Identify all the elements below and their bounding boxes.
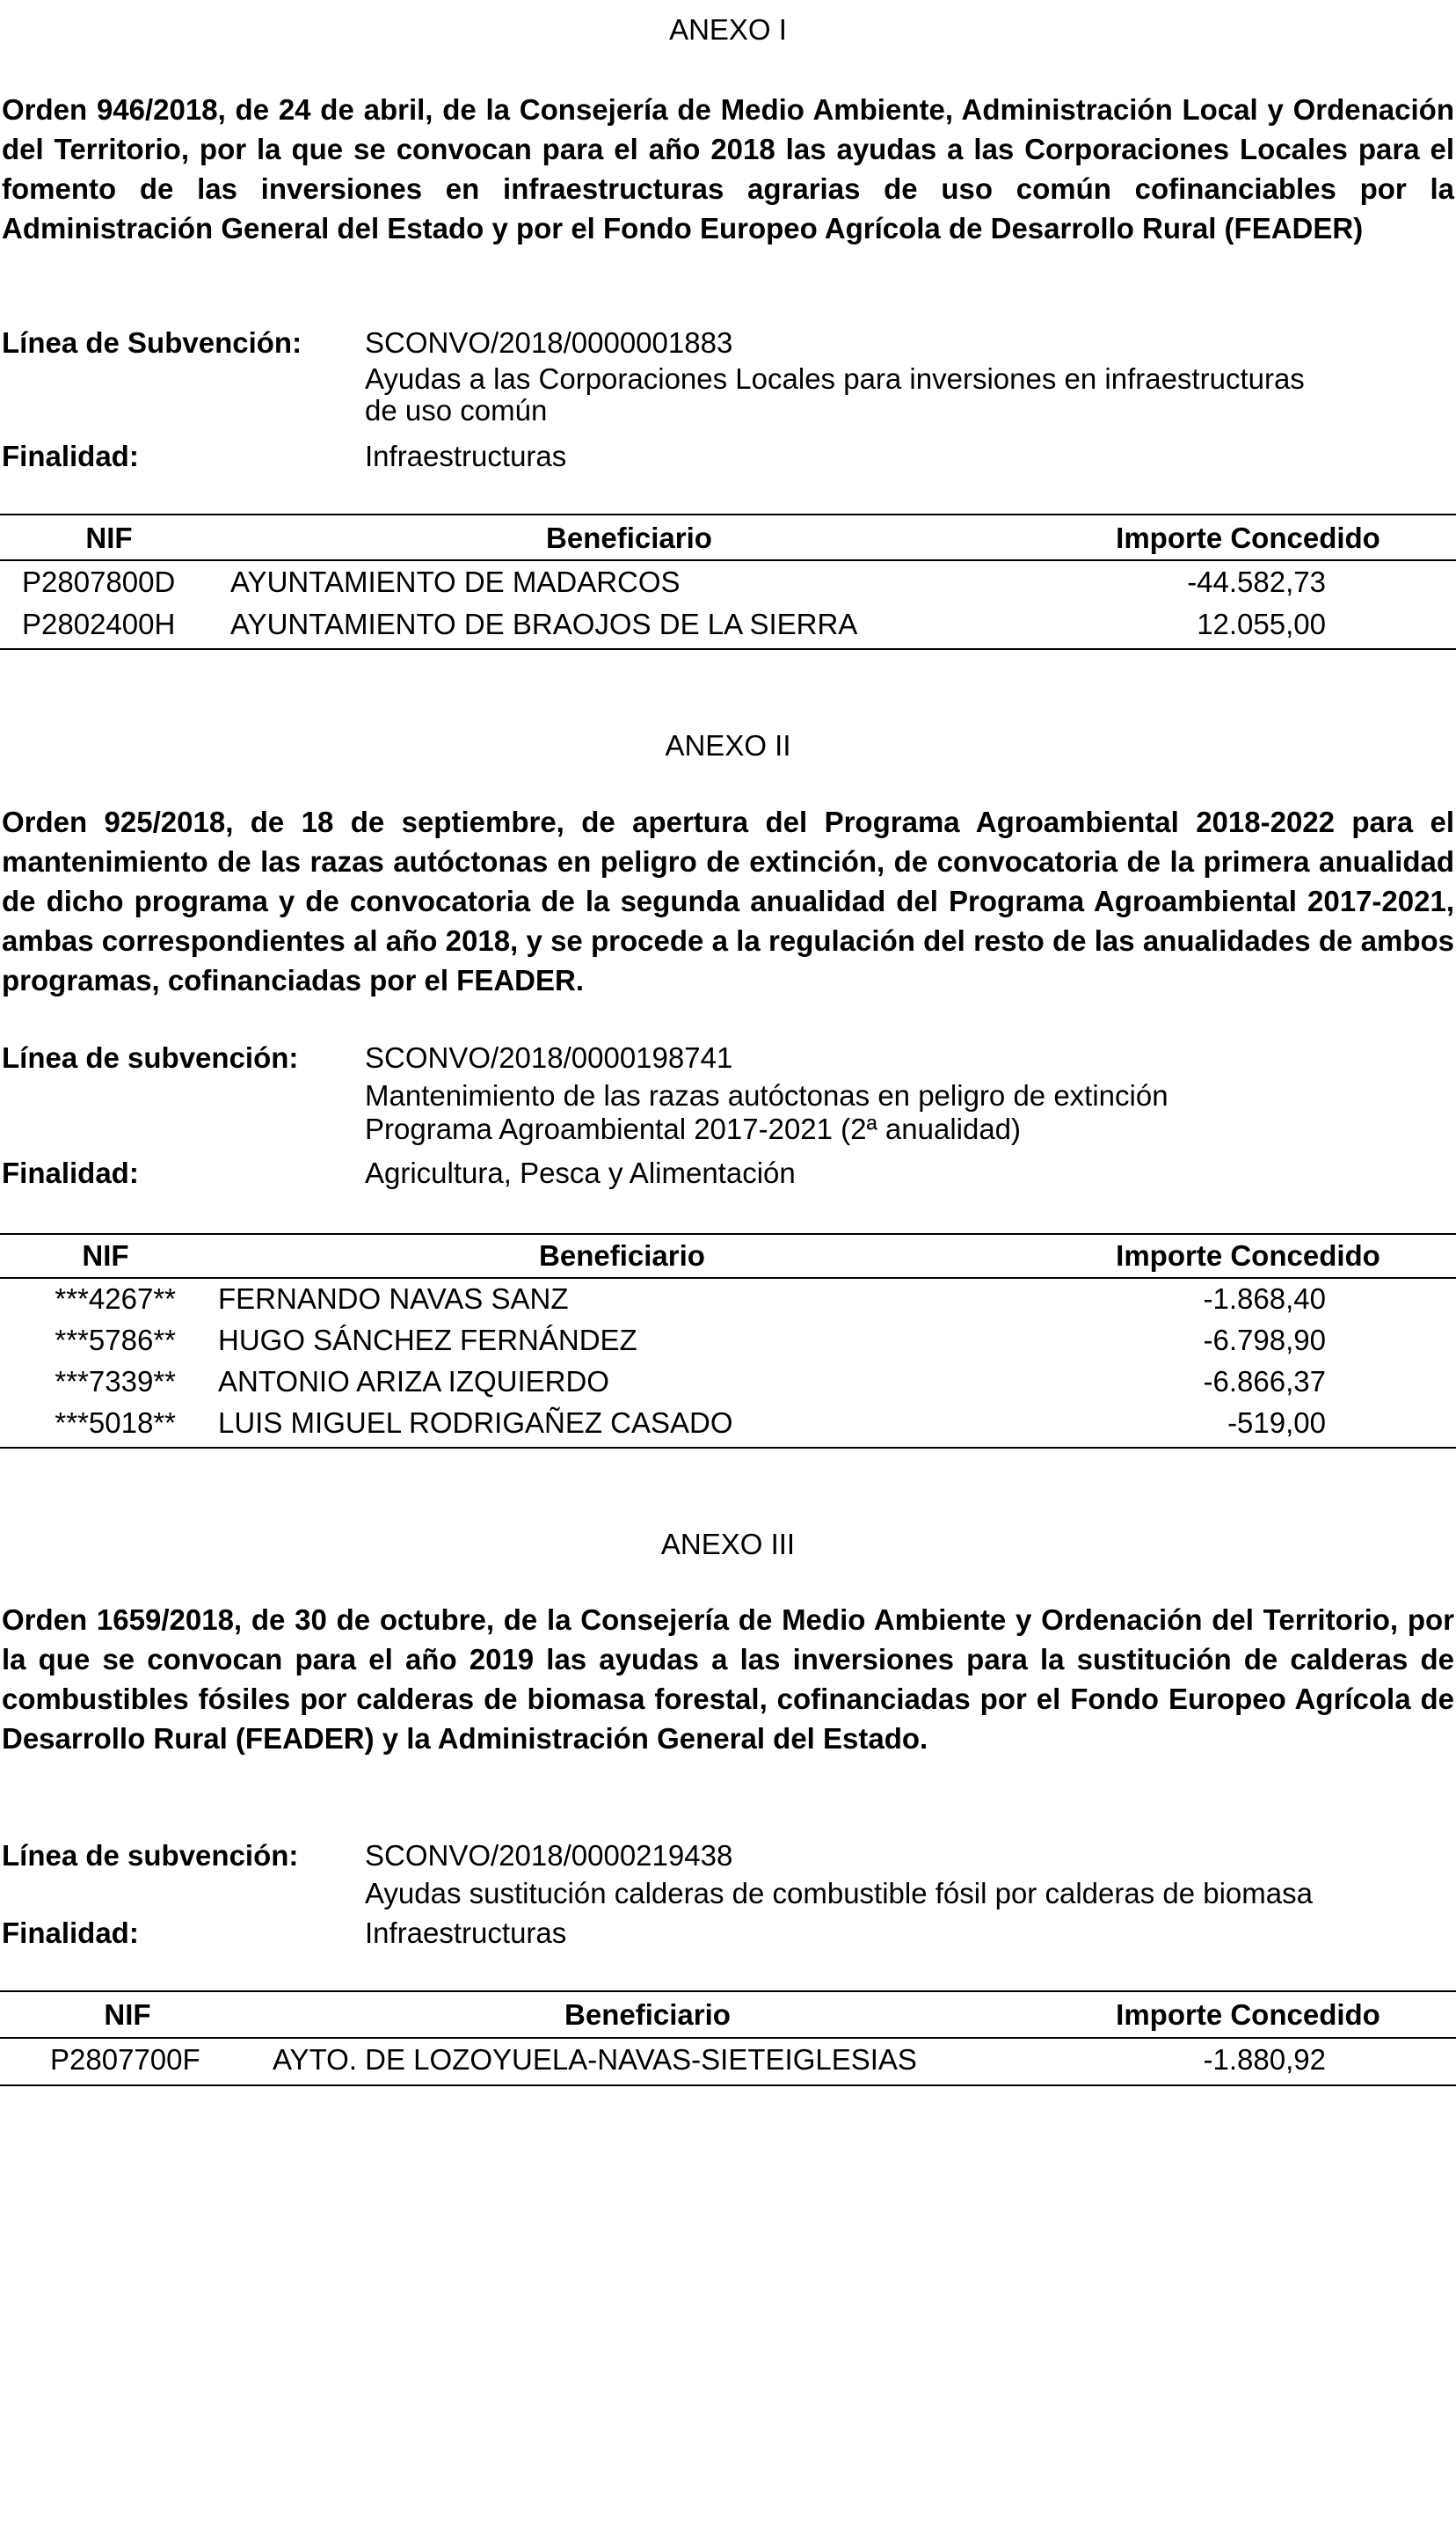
annex-2-order-title: Orden 925/2018, de 18 de septiembre, de apertura del Programa Agroambiental 2018-2022 para el mantenimiento de las razas autóctonas en peligro de extinción, de convocatoria de la primera anualidad de dicho programa y de convocatoria de la segunda anualidad del Programa Agroambiental 2017-2021, ambas correspondientes al año 2018, y se procede a la regulación del resto de las anualidades de ambos programas, cofinanciadas por el FEADER. [2, 806, 1454, 997]
annex-1-heading: ANEXO I [669, 13, 787, 46]
table-row-nif: ***5786** [55, 1324, 176, 1356]
annex-3-heading: ANEXO III [660, 1528, 796, 1560]
annex-1-purpose: Infraestructuras [365, 440, 567, 472]
annex-2-line-label: Línea de subvención: [2, 1041, 299, 1074]
annex-2-line-desc-1: Mantenimiento de las razas autóctonas en peligro de extinción [365, 1079, 1168, 1112]
annex-3-line-code: SCONVO/2018/0000219438 [365, 1839, 733, 1872]
table-header-rule [0, 1277, 1456, 1279]
table-header-nif: NIF [82, 1239, 129, 1272]
annex-3-line-desc-1: Ayudas sustitución calderas de combustible fósil por calderas de biomasa [365, 1877, 1313, 1909]
table-bottom-rule [0, 1447, 1456, 1449]
annex-3-line-label: Línea de subvención: [2, 1839, 299, 1872]
table-row-nif: ***5018** [55, 1406, 176, 1439]
annex-3-table [0, 1990, 1456, 2087]
table-bottom-rule [0, 648, 1456, 650]
annex-1-line-desc-1: Ayudas a las Corporaciones Locales para inversiones en infraestructuras [365, 362, 1305, 395]
annex-1-table [0, 514, 1456, 651]
table-row-nif: ***7339** [55, 1365, 176, 1398]
annex-2-purpose: Agricultura, Pesca y Alimentación [365, 1157, 796, 1189]
table-row-importe: -44.582,73 [1187, 566, 1326, 598]
table-row-importe: -6.798,90 [1203, 1324, 1326, 1356]
table-row-beneficiario: HUGO SÁNCHEZ FERNÁNDEZ [218, 1324, 637, 1356]
table-top-rule [0, 1233, 1456, 1235]
table-header-importe: Importe Concedido [1116, 1239, 1380, 1272]
table-row-beneficiario: FERNANDO NAVAS SANZ [218, 1282, 569, 1315]
table-header-rule [0, 2037, 1456, 2039]
table-header-importe: Importe Concedido [1116, 522, 1380, 554]
annex-3-line-desc [0, 1877, 1456, 1912]
annex-2-line-code: SCONVO/2018/0000198741 [365, 1041, 733, 1074]
annex-1-line-row [0, 325, 1456, 361]
table-row-importe: -1.880,92 [1203, 2043, 1326, 2076]
annex-3-line-row [0, 1838, 1456, 1873]
table-row-importe: -519,00 [1227, 1406, 1326, 1439]
annex-1-line-desc [0, 363, 1456, 434]
annex-1-purpose-label: Finalidad: [2, 440, 139, 472]
table-row-beneficiario: LUIS MIGUEL RODRIGAÑEZ CASADO [218, 1406, 733, 1439]
table-row-nif: P2807700F [50, 2043, 200, 2076]
annex-2-purpose-label: Finalidad: [2, 1157, 139, 1189]
annex-1-order-title: Orden 946/2018, de 24 de abril, de la Consejería de Medio Ambiente, Administración Local y Ordenación del Territorio, por la que se convocan para el año 2018 las ayudas a las Corporaciones Locales para el fomento de las inversiones en infraestructuras agrarias de uso común cofinanciables por la Administración General del Estado y por el Fondo Europeo Agrícola de Desarrollo Rural (FEADER) [2, 93, 1454, 245]
table-row-importe: -1.868,40 [1203, 1282, 1326, 1315]
table-row-beneficiario: ANTONIO ARIZA IZQUIERDO [218, 1365, 609, 1398]
annex-1-line-label: Línea de Subvención: [2, 326, 302, 359]
annex-3-order-title: Orden 1659/2018, de 30 de octubre, de la Consejería de Medio Ambiente y Ordenación del Territorio, por la que se convocan para el año 2019 las ayudas a las inversiones para la sustitución de calderas de combustibles fósiles por calderas de biomasa forestal, cofinanciadas por el Fondo Europeo Agrícola de Desarrollo Rural (FEADER) y la Administración General del Estado. [2, 1603, 1454, 1755]
table-bottom-rule [0, 2084, 1456, 2086]
table-header-beneficiario: Beneficiario [564, 1998, 731, 2031]
annex-3-purpose-row [0, 1916, 1456, 1951]
table-header-nif: NIF [85, 522, 133, 554]
table-row-nif: P2802400H [22, 608, 176, 640]
annex-1-line-desc-2: de uso común [365, 394, 548, 427]
annex-2-purpose-row [0, 1156, 1456, 1191]
table-row-nif: P2807800D [22, 566, 176, 598]
annex-2-table [0, 1233, 1456, 1449]
annex-1-line-code: SCONVO/2018/0000001883 [365, 326, 733, 359]
table-row-beneficiario: AYUNTAMIENTO DE MADARCOS [230, 566, 681, 598]
table-header-beneficiario: Beneficiario [539, 1239, 705, 1272]
table-row-beneficiario: AYUNTAMIENTO DE BRAOJOS DE LA SIERRA [230, 608, 858, 640]
table-row-beneficiario: AYTO. DE LOZOYUELA-NAVAS-SIETEIGLESIAS [273, 2043, 917, 2076]
annex-2-line-desc-2: Programa Agroambiental 2017-2021 (2ª anualidad) [365, 1113, 1022, 1145]
annex-1-purpose-row [0, 439, 1456, 474]
table-row-importe: -6.866,37 [1203, 1365, 1326, 1398]
table-header-beneficiario: Beneficiario [546, 522, 712, 554]
table-row-nif: ***4267** [55, 1282, 176, 1315]
annex-2-heading: ANEXO II [665, 729, 791, 762]
annex-2-line-row [0, 1040, 1456, 1076]
table-top-rule [0, 1990, 1456, 1992]
annex-3-purpose: Infraestructuras [365, 1916, 567, 1949]
annex-2-line-desc [0, 1079, 1456, 1150]
table-row-importe: 12.055,00 [1197, 608, 1326, 640]
table-top-rule [0, 514, 1456, 515]
table-header-rule [0, 559, 1456, 561]
table-header-importe: Importe Concedido [1116, 1998, 1380, 2031]
annex-3-purpose-label: Finalidad: [2, 1916, 139, 1949]
table-header-nif: NIF [104, 1998, 151, 2031]
